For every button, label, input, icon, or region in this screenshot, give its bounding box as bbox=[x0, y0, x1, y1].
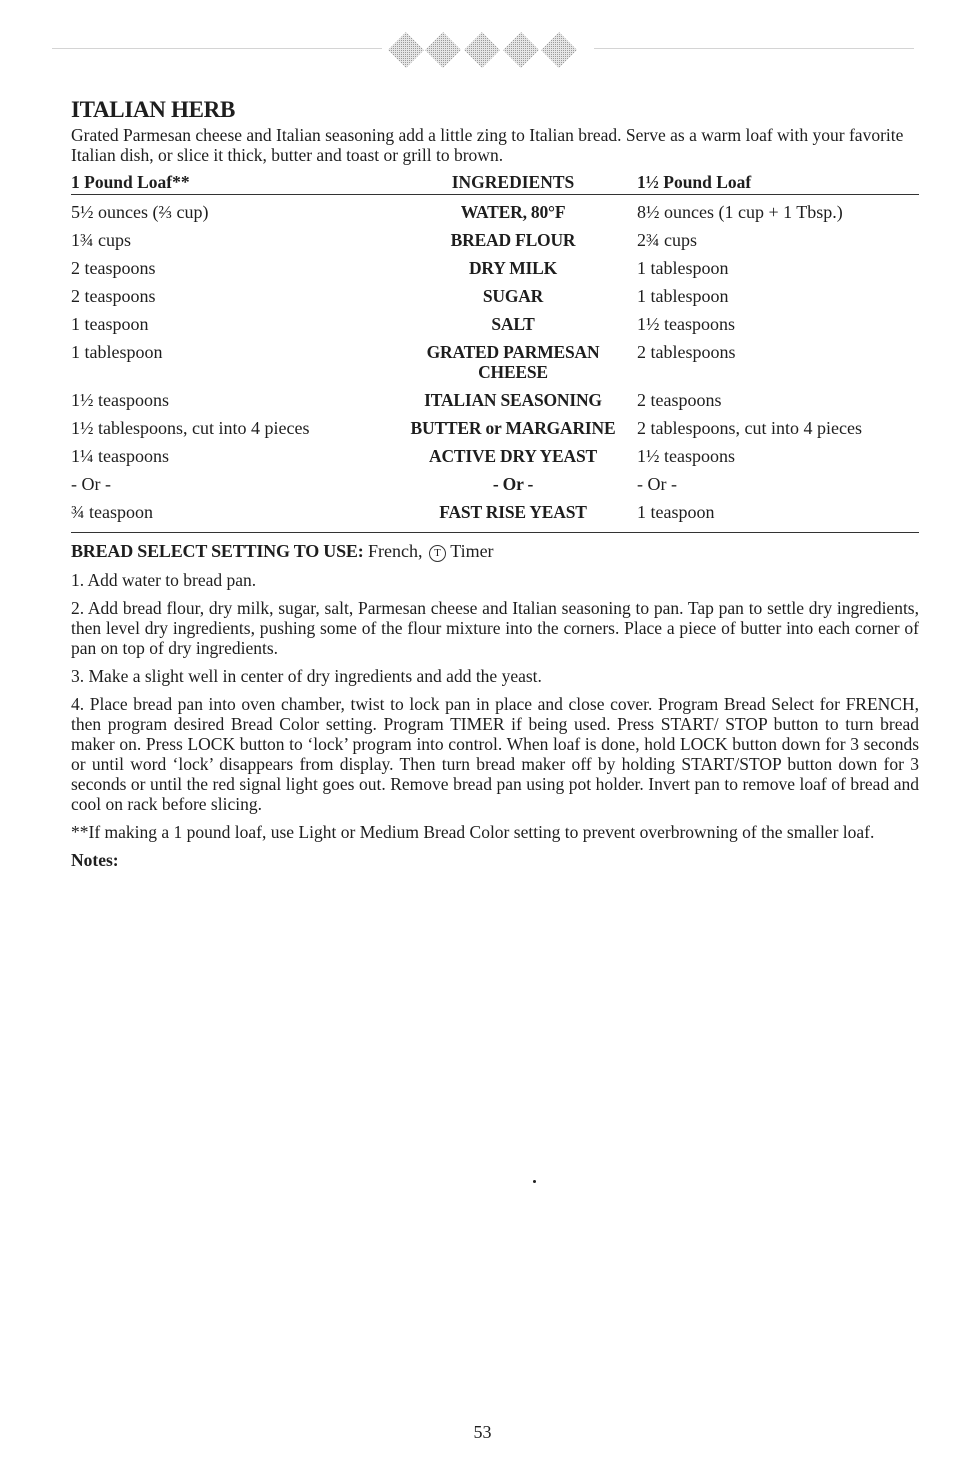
large-amount: 2¾ cups bbox=[637, 230, 697, 250]
ingredient-name: BUTTER or MARGARINE bbox=[410, 418, 616, 438]
footnote: **If making a 1 pound loaf, use Light or Medium Bread Color setting to prevent overbrowning of the smaller loaf. bbox=[71, 822, 875, 842]
large-amount: 1 tablespoon bbox=[637, 286, 729, 306]
table-row bbox=[71, 418, 919, 438]
small-amount: 1¼ teaspoons bbox=[71, 446, 169, 466]
ingredient-name: FAST RISE YEAST bbox=[439, 502, 587, 522]
small-amount: - Or - bbox=[71, 474, 111, 494]
ingredient-name: ACTIVE DRY YEAST bbox=[429, 446, 597, 466]
diamond-4 bbox=[503, 32, 539, 68]
instructions bbox=[71, 570, 919, 870]
table-row bbox=[71, 390, 919, 410]
ornament-rule-left bbox=[52, 48, 382, 49]
recipe-content bbox=[71, 96, 919, 870]
ingredient-name: WATER, 80°F bbox=[460, 202, 566, 222]
small-amount: 1 tablespoon bbox=[71, 342, 163, 362]
small-amount: 2 teaspoons bbox=[71, 286, 156, 306]
header-ornament bbox=[0, 28, 965, 72]
ingredient-name: ITALIAN SEASONING bbox=[424, 390, 602, 410]
small-amount: 1 teaspoon bbox=[71, 314, 149, 334]
instruction-step: 2. Add bread flour, dry milk, sugar, salt, Parmesan cheese and Italian seasoning to pan. Tap pan to settle dry ingredients, then level dry ingredients, pushing some of the flour mixture into the corners. Place a piece of butter into each corner of pan on top of dry ingredients. bbox=[71, 598, 919, 658]
large-amount: 2 teaspoons bbox=[637, 390, 722, 410]
ingredient-name: SUGAR bbox=[482, 286, 544, 306]
recipe-title: ITALIAN HERB bbox=[71, 97, 236, 122]
ingredient-name: GRATED PARMESAN CHEESE bbox=[426, 342, 600, 382]
small-amount: 1½ tablespoons, cut into 4 pieces bbox=[71, 418, 310, 438]
setting-value: French, bbox=[368, 541, 423, 561]
header-small-loaf: 1 Pound Loaf** bbox=[71, 172, 190, 192]
bread-select-setting bbox=[71, 541, 919, 562]
diamond-ornament-icon bbox=[383, 30, 583, 70]
small-amount: 2 teaspoons bbox=[71, 258, 156, 278]
diamond-1 bbox=[388, 32, 424, 68]
large-amount: - Or - bbox=[637, 474, 677, 494]
instruction-step: 3. Make a slight well in center of dry ingredients and add the yeast. bbox=[71, 666, 542, 686]
table-row bbox=[71, 286, 919, 306]
table-row bbox=[71, 342, 919, 382]
large-amount: 1 teaspoon bbox=[637, 502, 715, 522]
table-body bbox=[71, 195, 919, 533]
ingredient-name: BREAD FLOUR bbox=[450, 230, 576, 250]
table-row bbox=[71, 502, 919, 522]
small-amount: 1¾ cups bbox=[71, 230, 131, 250]
diamond-5 bbox=[541, 32, 577, 68]
recipe-intro: Grated Parmesan cheese and Italian seasoning add a little zing to Italian bread. Serve as a warm loaf with your favorite Italian dish, or slice it thick, butter and toast or grill to brown. bbox=[71, 125, 904, 165]
table-header bbox=[71, 171, 919, 195]
stray-mark bbox=[533, 1180, 536, 1183]
timer-icon: T bbox=[429, 545, 446, 562]
diamond-3 bbox=[464, 32, 500, 68]
header-ingredients: INGREDIENTS bbox=[451, 172, 575, 192]
timer-label: Timer bbox=[450, 541, 494, 561]
table-row bbox=[71, 202, 919, 222]
notes-label: Notes: bbox=[71, 850, 119, 870]
diamond-2 bbox=[425, 32, 461, 68]
instruction-step: 1. Add water to bread pan. bbox=[71, 570, 257, 590]
large-amount: 1 tablespoon bbox=[637, 258, 729, 278]
large-amount: 2 tablespoons bbox=[637, 342, 736, 362]
table-row bbox=[71, 314, 919, 334]
table-row bbox=[71, 474, 919, 494]
large-amount: 8½ ounces (1 cup + 1 Tbsp.) bbox=[637, 202, 843, 222]
ingredient-name: SALT bbox=[491, 314, 535, 334]
large-amount: 1½ teaspoons bbox=[637, 446, 735, 466]
large-amount: 1½ teaspoons bbox=[637, 314, 735, 334]
large-amount: 2 tablespoons, cut into 4 pieces bbox=[637, 418, 862, 438]
ornament-rule-right bbox=[594, 48, 914, 49]
table-row bbox=[71, 230, 919, 250]
page-number: 53 bbox=[473, 1422, 492, 1442]
ingredient-name: DRY MILK bbox=[468, 258, 558, 278]
small-amount: 1½ teaspoons bbox=[71, 390, 169, 410]
setting-label: BREAD SELECT SETTING TO USE: bbox=[71, 541, 364, 561]
instruction-step: 4. Place bread pan into oven chamber, twist to lock pan in place and close cover. Program Bread Select for FRENCH, then program desired Bread Color setting. Program TIMER if being used. Press START/ STOP button to turn bread maker on. Press LOCK button to ‘lock’ program into control. When loaf is done, hold LOCK button down for 3 seconds or until word ‘lock’ disappears from display. Then turn bread maker off by holding START/STOP button down for 3 seconds or until the red signal light goes out. Remove bread pan using pot holder. Invert pan to remove loaf of bread and cool on rack before slicing. bbox=[71, 694, 919, 814]
small-amount: 5½ ounces (⅔ cup) bbox=[71, 202, 209, 222]
ingredients-table bbox=[71, 171, 919, 533]
small-amount: ¾ teaspoon bbox=[71, 502, 153, 522]
header-large-loaf: 1½ Pound Loaf bbox=[637, 172, 752, 192]
ingredient-name: - Or - bbox=[492, 474, 534, 494]
table-row bbox=[71, 446, 919, 466]
table-row bbox=[71, 258, 919, 278]
